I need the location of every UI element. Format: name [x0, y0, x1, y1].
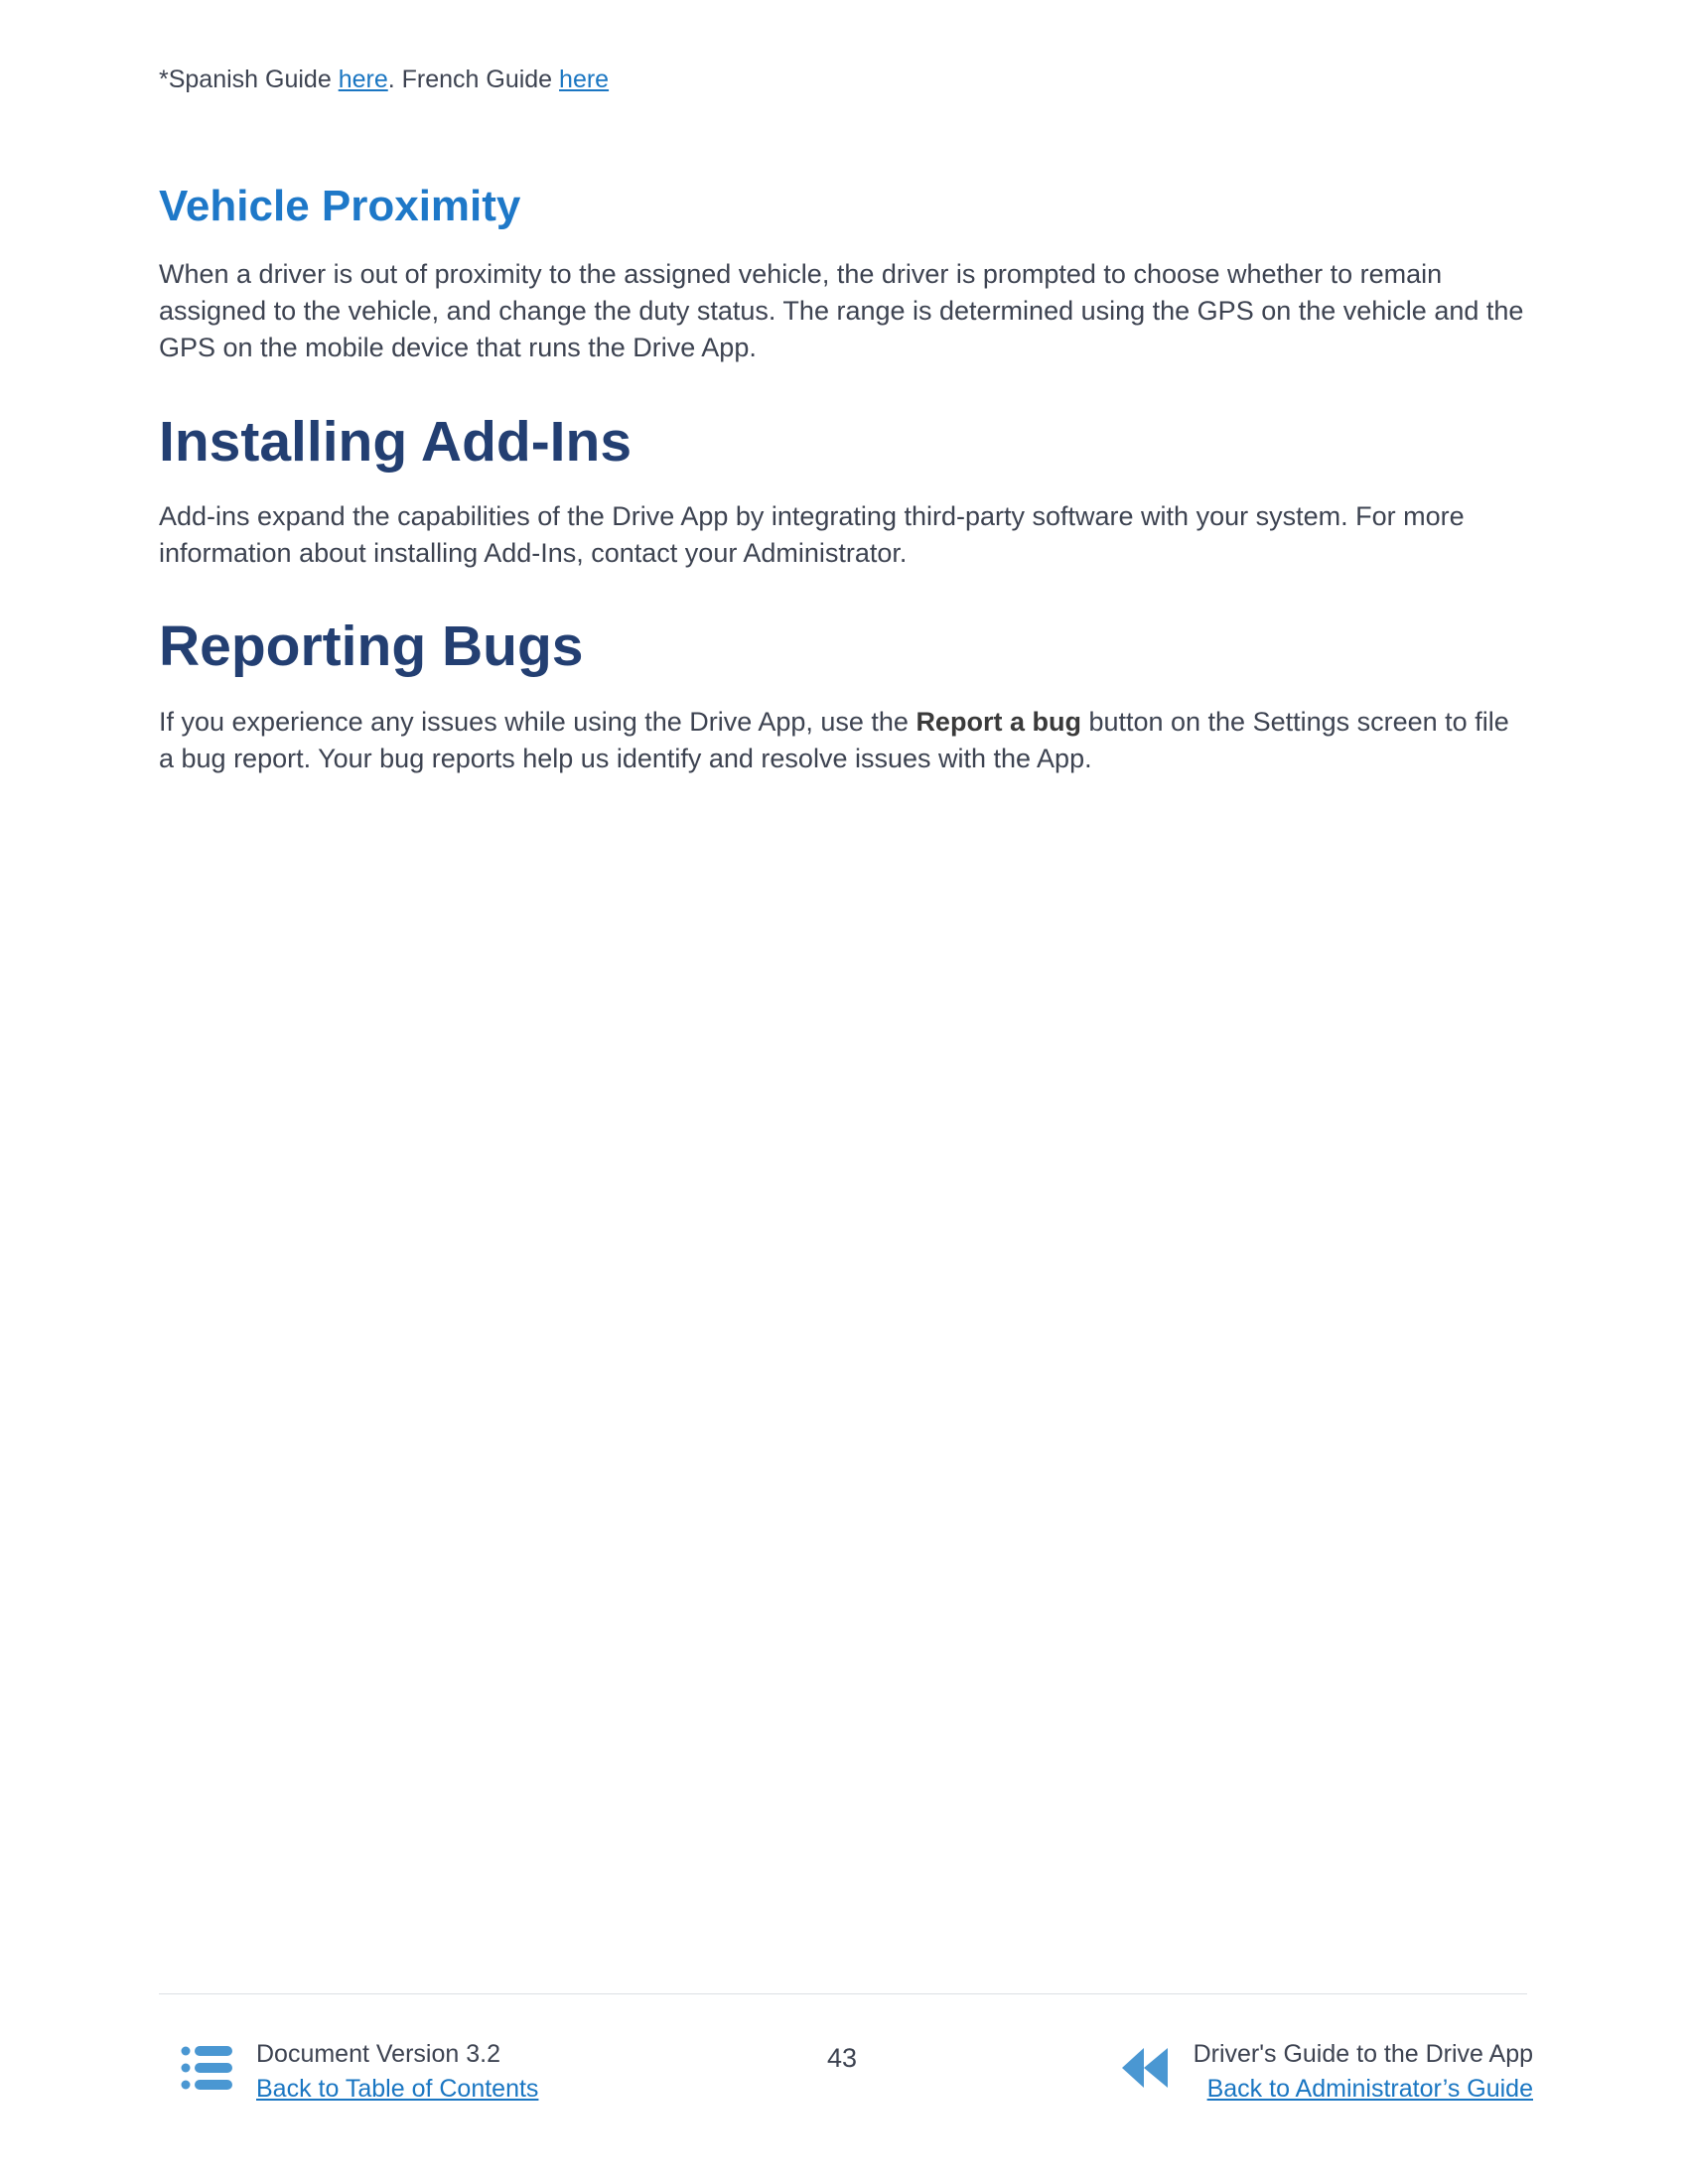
back-to-administrators-guide-link[interactable]: Back to Administrator’s Guide	[1206, 2075, 1533, 2103]
list-icon[interactable]	[181, 2043, 234, 2093]
spanish-guide-label: *Spanish Guide	[159, 66, 339, 93]
installing-add-ins-heading: Installing Add-Ins	[159, 410, 633, 474]
footer-right-text	[1194, 2037, 1533, 2107]
document-page	[159, 0, 1533, 2184]
back-to-table-of-contents-link[interactable]: Back to Table of Contents	[256, 2075, 539, 2103]
vehicle-proximity-body: When a driver is out of proximity to the assigned vehicle, the driver is prompted to choose whether to remain assigned to the vehicle, and change the duty status. The range is determined using the GPS on the vehicle and the GPS on the mobile device that runs the Drive App.	[159, 259, 1524, 362]
report-a-bug-term: Report a bug	[915, 707, 1081, 737]
spanish-guide-link[interactable]: here	[338, 66, 388, 93]
vehicle-proximity-heading: Vehicle Proximity	[159, 182, 521, 230]
double-chevron-left-icon[interactable]	[1122, 2045, 1172, 2091]
installing-add-ins-body: Add-ins expand the capabilities of the Drive App by integrating third-party software with your system. For more information about installing Add-Ins, contact your Administrator.	[159, 501, 1465, 568]
document-version: Document Version 3.2	[256, 2040, 500, 2068]
footer-right	[1122, 2037, 1533, 2107]
french-guide-label: . French Guide	[387, 66, 560, 93]
page-number: 43	[826, 2043, 858, 2073]
reporting-bugs-heading: Reporting Bugs	[159, 614, 584, 678]
footer-left	[159, 2037, 538, 2107]
reporting-bugs-text-start: If you experience any issues while using the Drive App, use the	[159, 707, 916, 737]
french-guide-link[interactable]: here	[559, 66, 610, 93]
footer-left-text	[256, 2037, 538, 2107]
language-guides-line	[159, 66, 609, 94]
reporting-bugs-body	[159, 704, 1527, 777]
reporting-bugs-text-end: button on the Settings screen to file a bug report. Your bug reports help us identify and resolve issues with the App.	[159, 707, 1509, 773]
footer-divider	[159, 1993, 1527, 1994]
guide-title: Driver's Guide to the Drive App	[1193, 2040, 1533, 2068]
